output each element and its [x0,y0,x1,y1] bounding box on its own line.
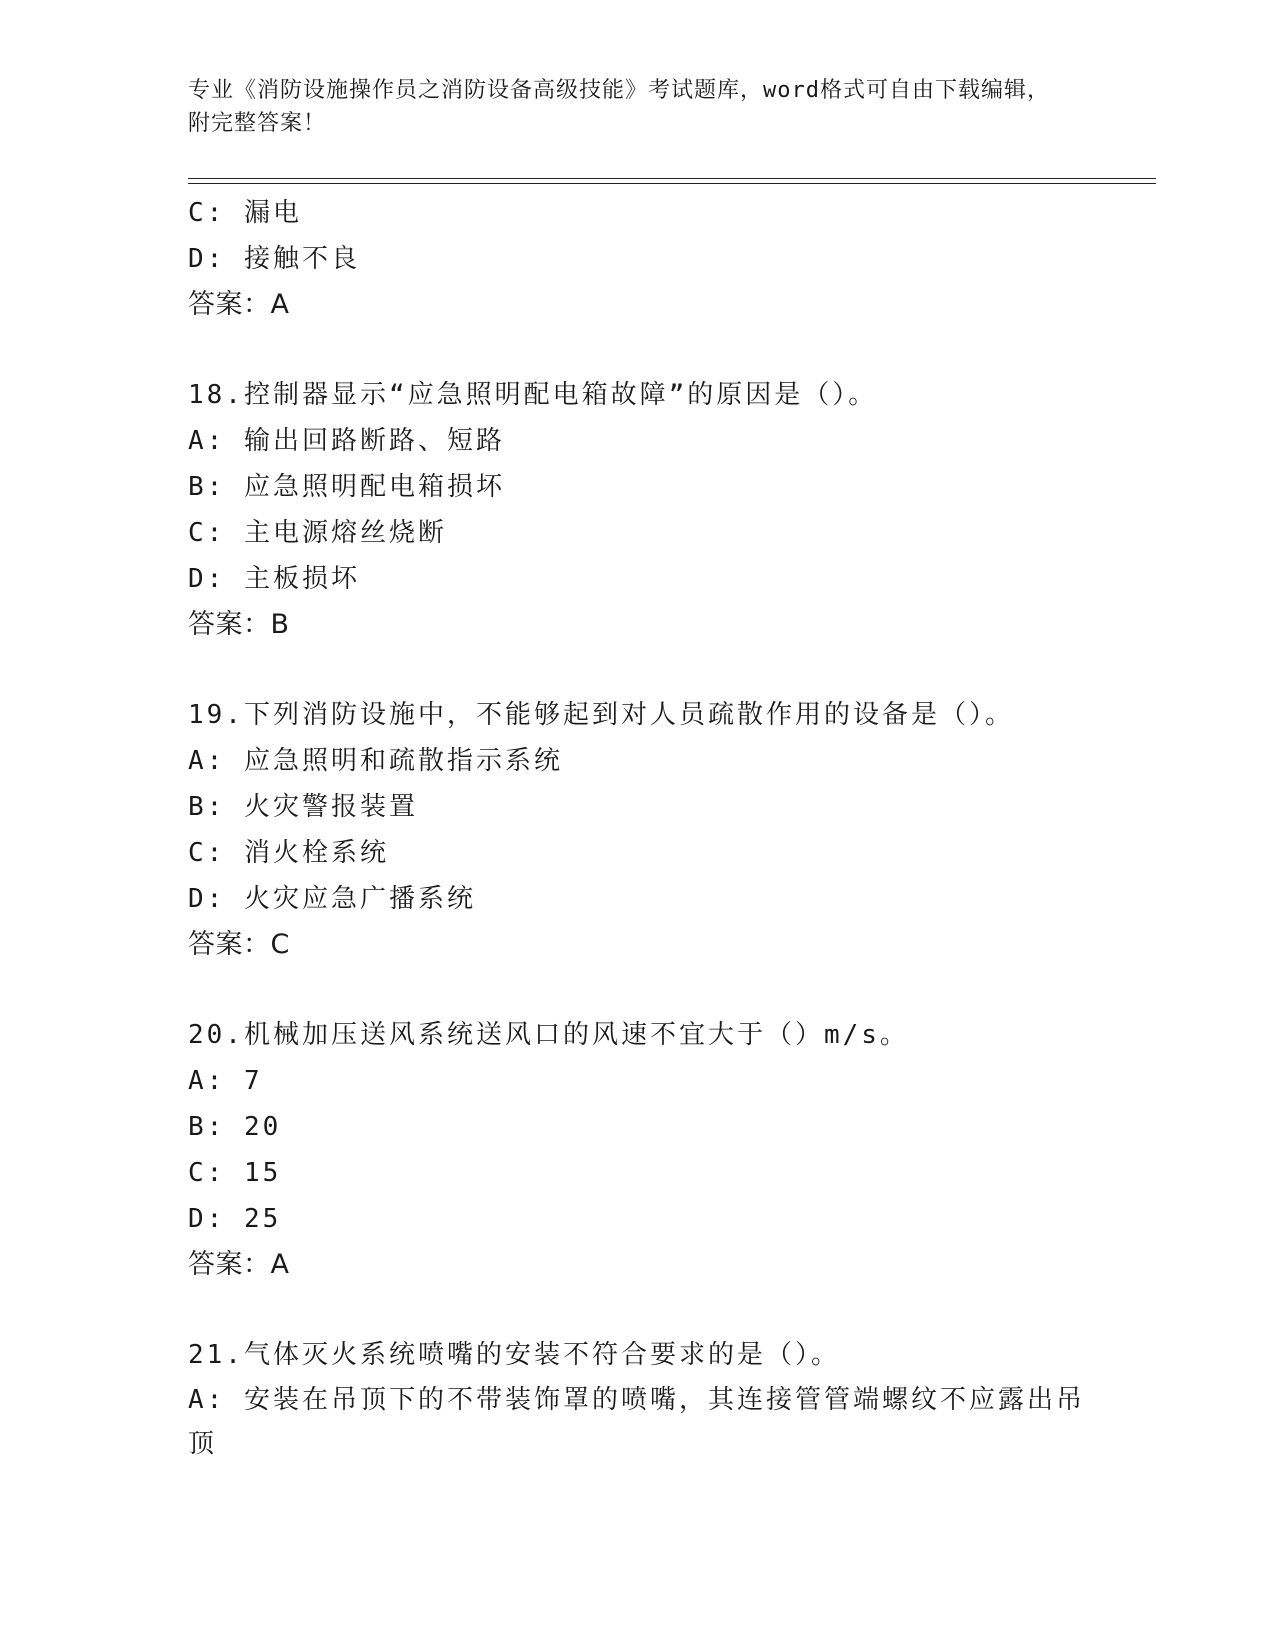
option-c: C: 消火栓系统 [188,838,389,868]
header-rule-top [188,178,1156,179]
question-list [188,190,1088,1466]
question-partial [188,190,1088,328]
answer-line: 答案：C [188,929,290,960]
option-a: A: 输出回路断路、短路 [188,426,505,456]
question-title: 18.控制器显示“应急照明配电箱故障”的原因是（）。 [188,380,878,410]
option-d: D: 25 [188,1204,282,1234]
option-a: A: 安装在吊顶下的不带装饰罩的喷嘴，其连接管管端螺纹不应露出吊顶 [188,1385,1085,1459]
option-c: C: 漏电 [188,198,302,228]
option-d: D: 火灾应急广播系统 [188,884,476,914]
question-20 [188,1012,1088,1288]
spacer [188,1288,1088,1332]
option-a: A: 应急照明和疏散指示系统 [188,746,563,776]
spacer [188,648,1088,692]
answer-line: 答案：B [188,609,290,640]
option-d: D: 主板损坏 [188,564,360,594]
spacer [188,968,1088,1012]
document-header [188,74,1068,140]
spacer [188,328,1088,372]
question-title: 21.气体灭火系统喷嘴的安装不符合要求的是（）。 [188,1340,840,1370]
header-text: 专业《消防设施操作员之消防设备高级技能》考试题库，word格式可自由下载编辑，附完整答案！ [188,78,1050,136]
option-d: D: 接触不良 [188,244,360,274]
question-title: 20.机械加压送风系统送风口的风速不宜大于（）m/s。 [188,1020,909,1050]
question-title: 19.下列消防设施中，不能够起到对人员疏散作用的设备是（）。 [188,700,1014,730]
option-b: B: 火灾警报装置 [188,792,418,822]
question-21 [188,1332,1088,1466]
option-c: C: 15 [188,1158,282,1188]
question-18 [188,372,1088,648]
answer-line: 答案：A [188,1249,290,1280]
header-rule-bottom [188,183,1156,184]
question-19 [188,692,1088,968]
option-c: C: 主电源熔丝烧断 [188,518,447,548]
option-b: B: 应急照明配电箱损坏 [188,472,505,502]
option-b: B: 20 [188,1112,282,1142]
option-a: A: 7 [188,1066,263,1096]
answer-line: 答案：A [188,289,290,320]
